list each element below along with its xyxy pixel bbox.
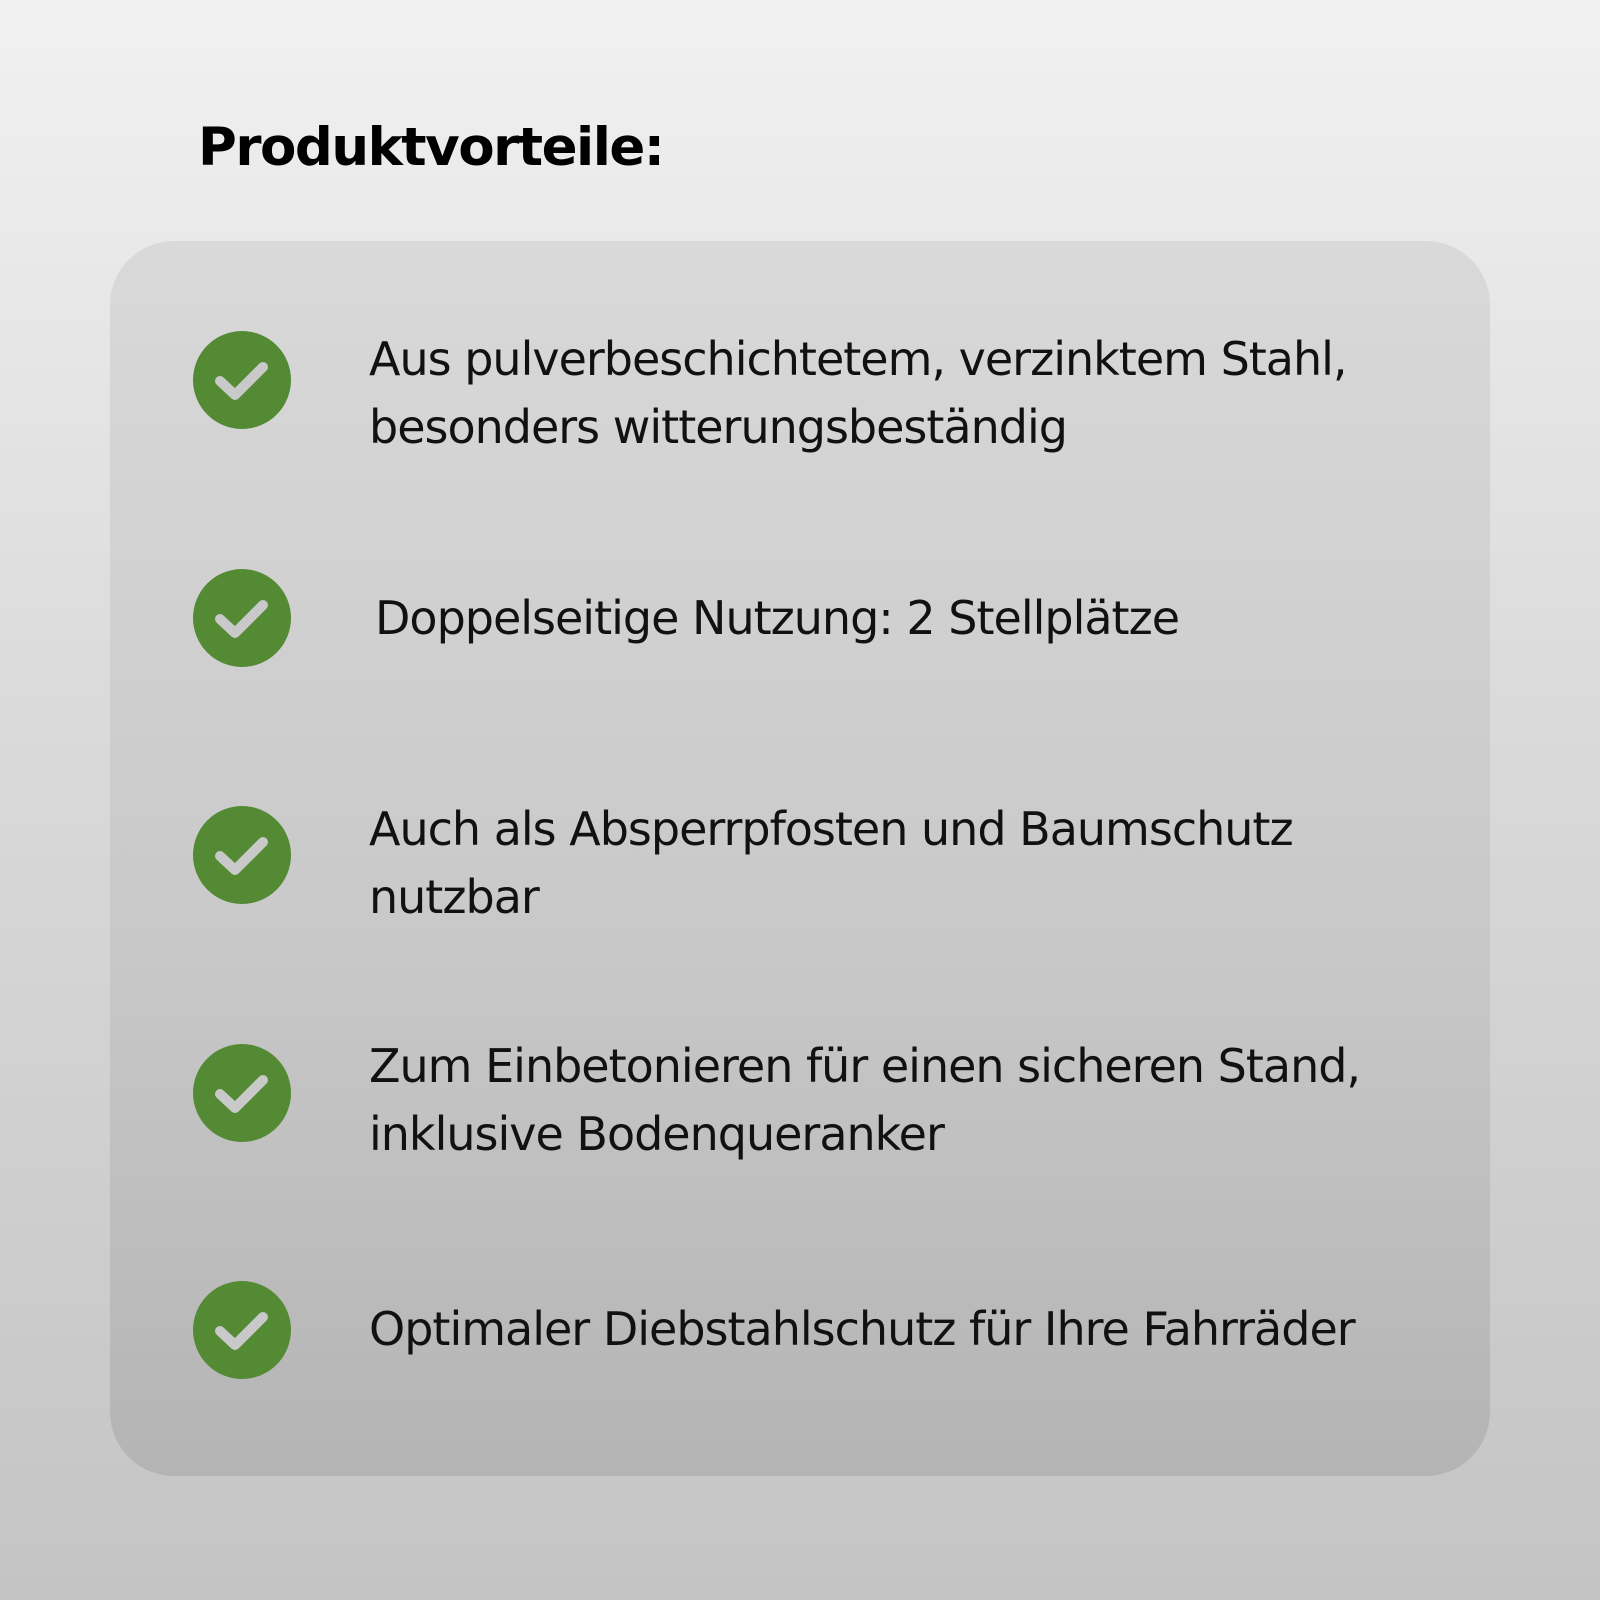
page-title: Produktvorteile: (198, 117, 664, 178)
benefit-text: Optimaler Diebstahlschutz für Ihre Fahrräder (369, 1302, 1355, 1356)
benefit-text: Doppelseitige Nutzung: 2 Stellplätze (375, 591, 1180, 645)
benefits-card (110, 241, 1490, 1476)
benefit-text: Zum Einbetonieren für einen sicheren Stand, inklusive Bodenqueranker (369, 1039, 1361, 1161)
benefit-text: Aus pulverbeschichtetem, verzinktem Stahl, besonders witterungsbeständig (369, 332, 1347, 454)
benefit-text: Auch als Absperrpfosten und Baumschutz nutzbar (369, 802, 1293, 924)
checkmark-circle-icon (193, 569, 291, 667)
checkmark-circle-icon (193, 331, 291, 429)
checkmark-circle-icon (193, 1281, 291, 1379)
checkmark-circle-icon (193, 806, 291, 904)
checkmark-circle-icon (193, 1044, 291, 1142)
